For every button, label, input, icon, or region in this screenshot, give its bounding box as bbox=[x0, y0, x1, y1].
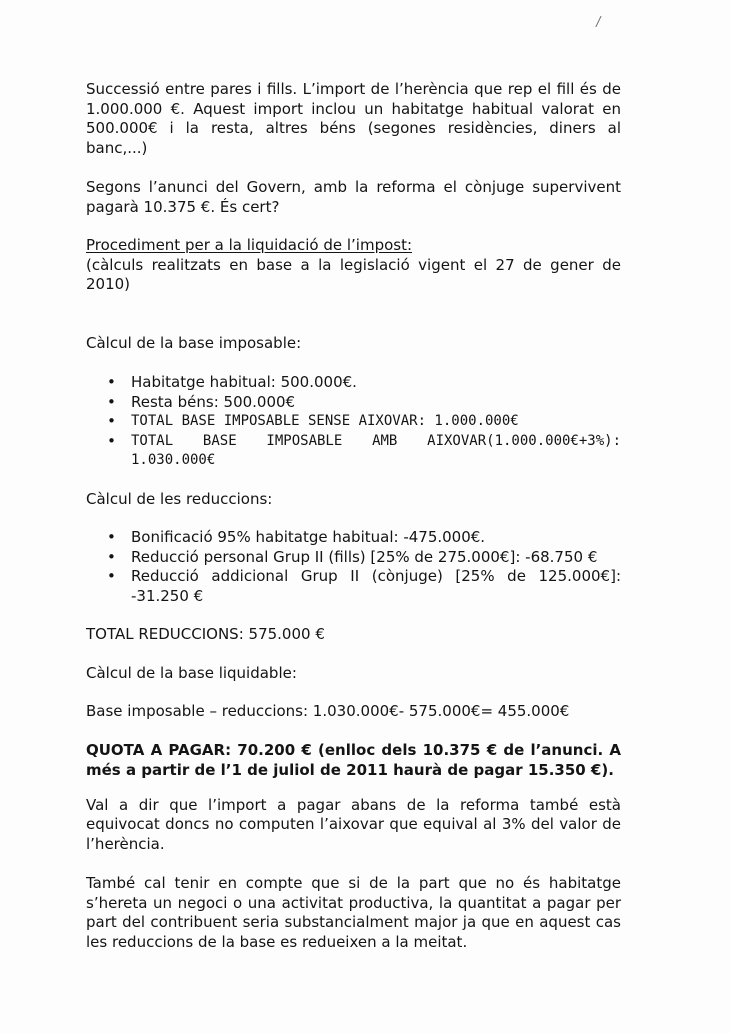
list-item: • Bonificació 95% habitatge habitual: -475.000€. bbox=[131, 528, 621, 548]
liquid-heading: Càlcul de la base liquidable: bbox=[86, 663, 297, 682]
list-item: • TOTAL BASE IMPOSABLE AMB AIXOVAR(1.000.000€+3%): 1.030.000€ bbox=[131, 432, 621, 471]
base-heading: Càlcul de la base imposable: bbox=[86, 333, 302, 352]
quota-paragraph: QUOTA A PAGAR: 70.200 € (enlloc dels 10.375 € de l’anunci. A més a partir de l’1 de juliol de 2011 haurà de pagar 15.350 €). bbox=[86, 740, 621, 779]
corner-pen-mark: / bbox=[594, 13, 602, 31]
liquid-formula: Base imposable – reduccions: 1.030.000€- 575.000€= 455.000€ bbox=[86, 702, 570, 720]
document-body bbox=[86, 80, 621, 952]
note-paragraph: Val a dir que l’import a pagar abans de la reforma també està equivocat doncs no computen l’aixovar que equival al 3% del valor de l’herència. bbox=[86, 795, 621, 853]
list-item: • Reducció addicional Grup II (cònjuge) [25% de 125.000€]: -31.250 € bbox=[131, 567, 621, 606]
procedure-note: (càlculs realitzats en base a la legislació vigent el 27 de gener de 2010) bbox=[86, 255, 621, 293]
list-item: • Habitatge habitual: 500.000€. bbox=[131, 373, 621, 393]
total-reductions: TOTAL REDUCCIONS: 575.000 € bbox=[86, 625, 325, 643]
reductions-list bbox=[86, 528, 621, 606]
closing-paragraph: També cal tenir en compte que si de la part que no és habitatge s’hereta un negoci o una activitat productiva, la quantitat a pagar per part del contribuent seria substancialment major ja que en aquest cas les reduccions de la base es redueixen a la meitat. bbox=[86, 874, 621, 951]
reductions-heading: Càlcul de les reduccions: bbox=[86, 489, 273, 508]
list-item: • Resta béns: 500.000€ bbox=[131, 393, 621, 413]
question-paragraph: Segons l’anunci del Govern, amb la reforma el cònjuge supervivent pagarà 10.375 €. És cert? bbox=[86, 178, 621, 216]
intro-paragraph: Successió entre pares i fills. L’import de l’herència que rep el fill és de 1.000.000 €. Aquest import inclou un habitatge habitual valorat en 500.000€ i la resta, altres béns (segones residències, diners al banc,...) bbox=[86, 80, 621, 157]
procedure-heading: Procediment per a la liquidació de l’impost: bbox=[86, 236, 413, 254]
base-list bbox=[86, 373, 621, 471]
list-item: • TOTAL BASE IMPOSABLE SENSE AIXOVAR: 1.000.000€ bbox=[131, 412, 621, 432]
list-item: • Reducció personal Grup II (fills) [25% de 275.000€]: -68.750 € bbox=[131, 548, 621, 568]
